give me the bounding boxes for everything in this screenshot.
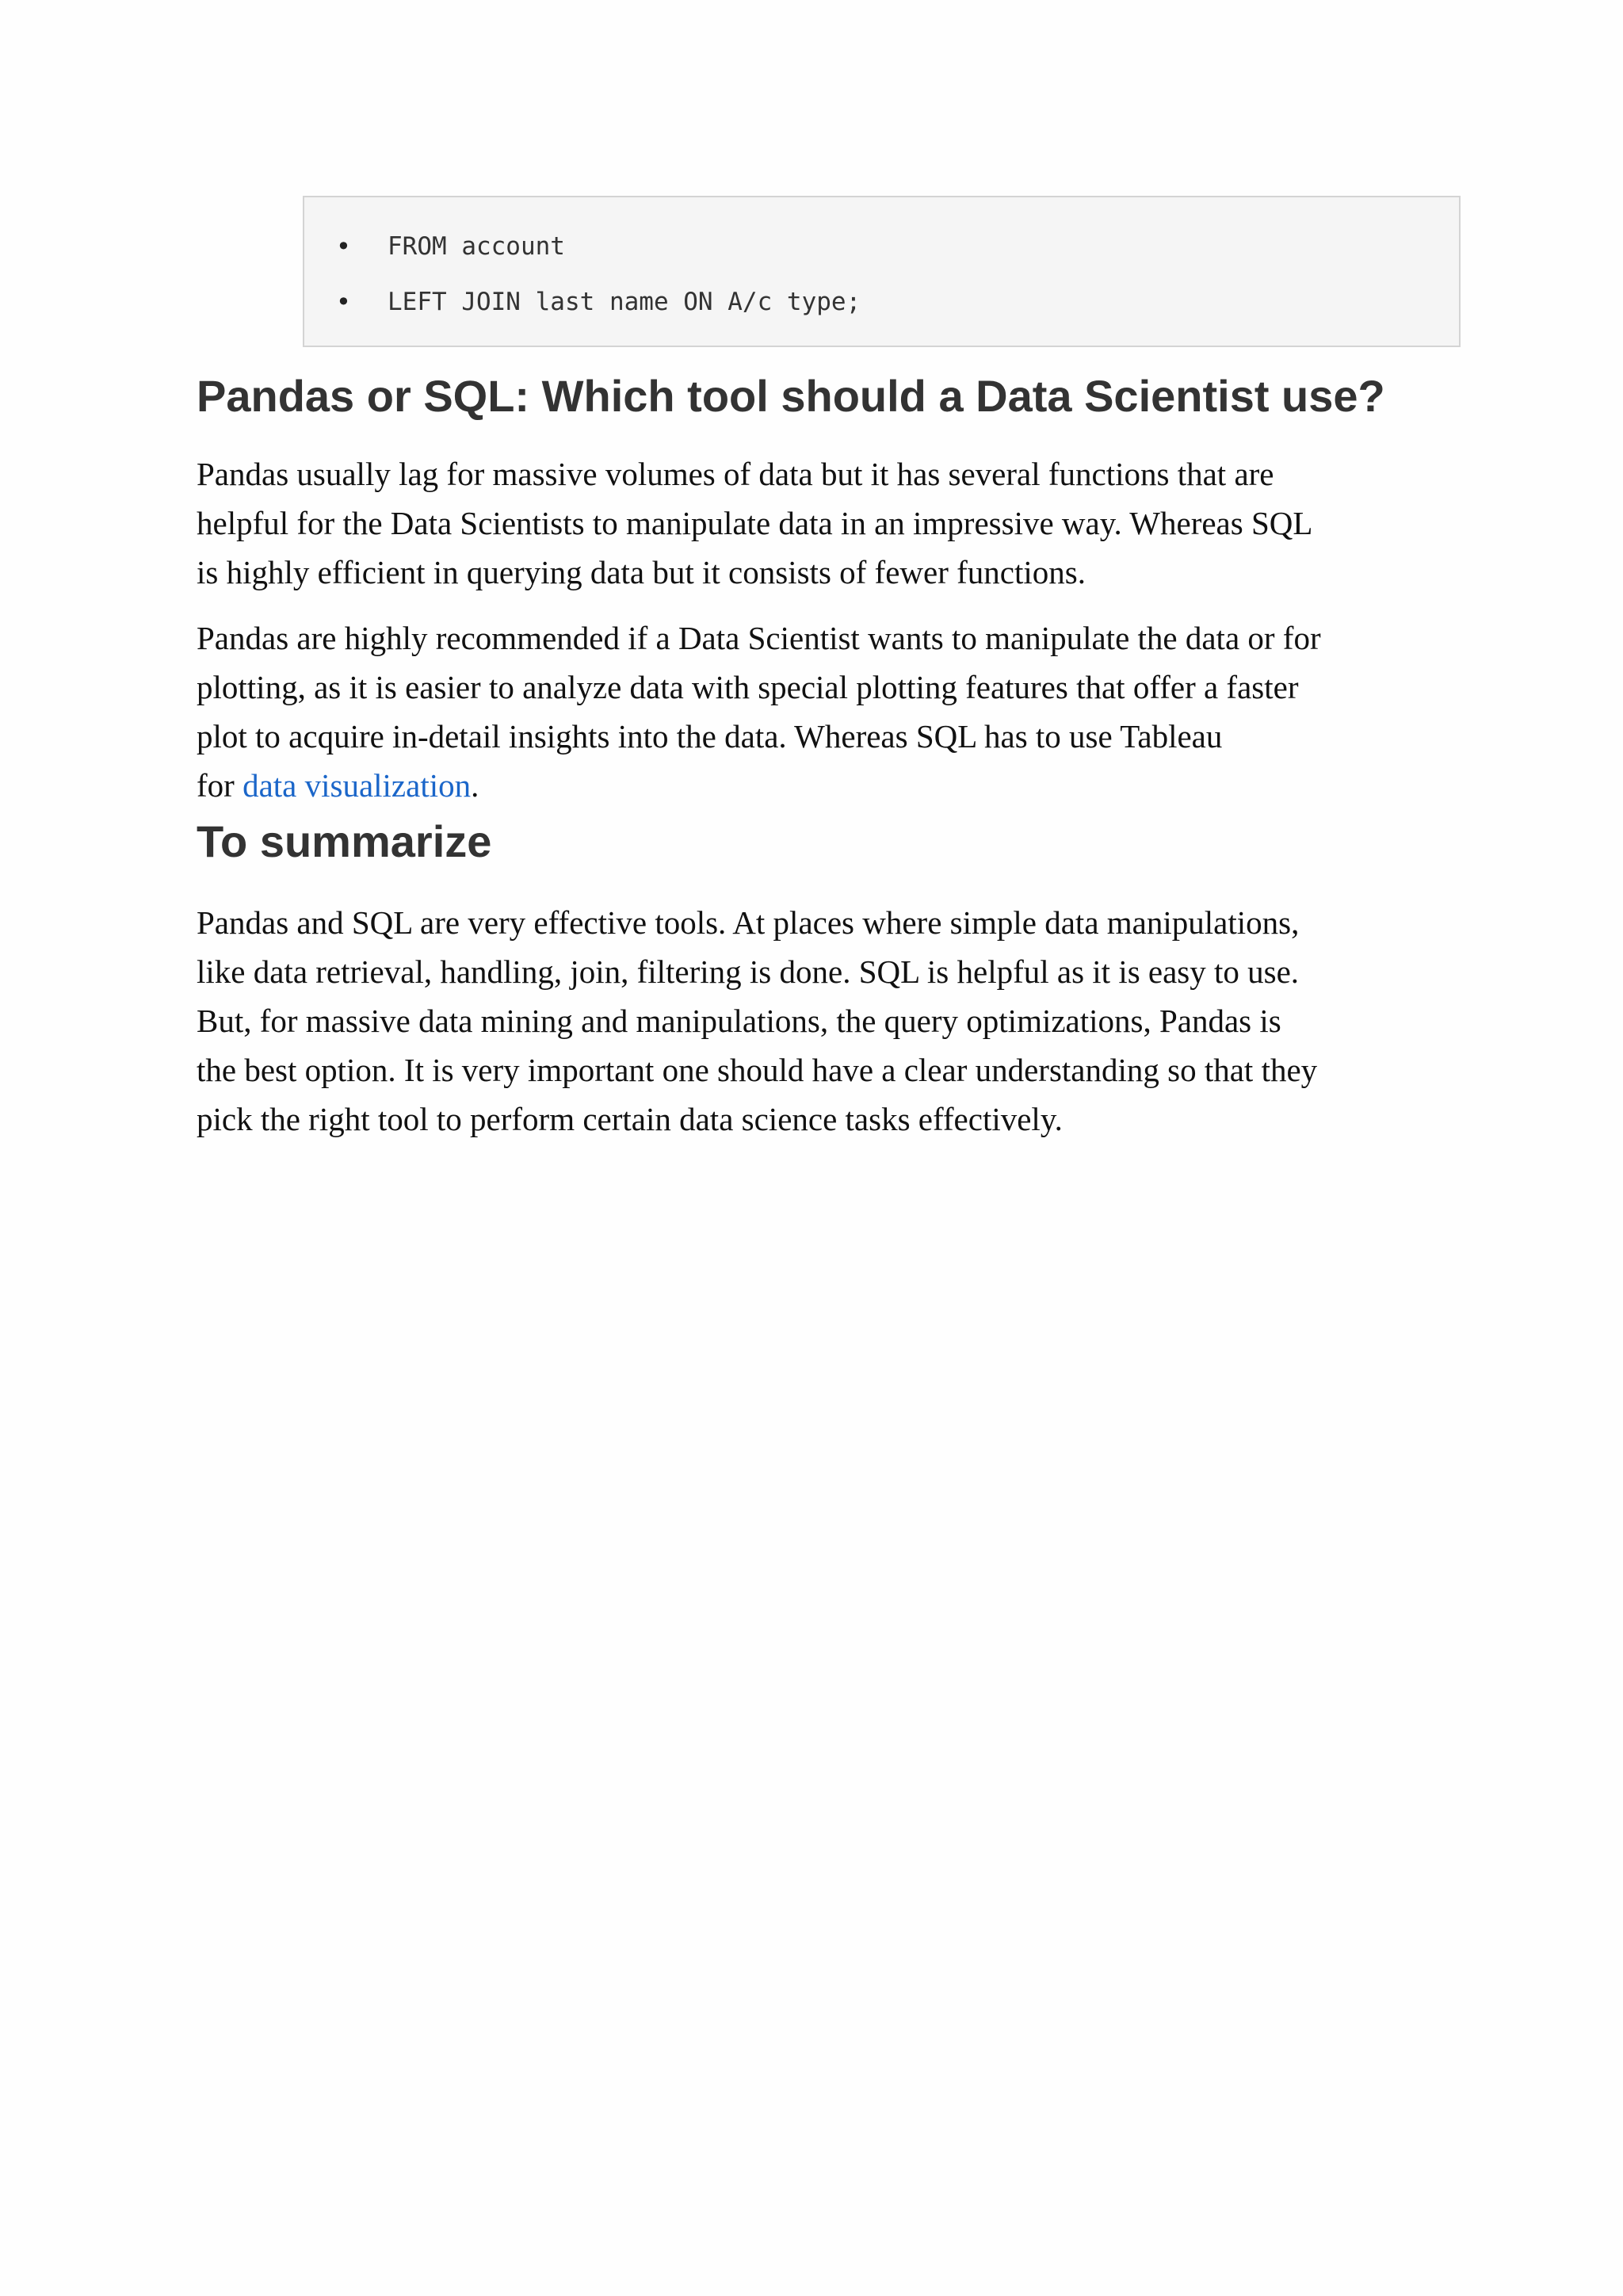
- paragraph-line: Pandas and SQL are very effective tools. At places where simple data manipulations,: [197, 904, 1300, 941]
- code-line: [304, 286, 1459, 318]
- paragraph-summary: [197, 898, 1449, 1144]
- paragraph-line: is highly efficient in querying data but it consists of fewer functions.: [197, 554, 1086, 590]
- section-heading-pandas-or-sql: Pandas or SQL: Which tool should a Data Scientist use?: [197, 371, 1385, 421]
- paragraph-line: plot to acquire in-detail insights into the data. Whereas SQL has to use Tableau: [197, 718, 1223, 755]
- data-visualization-link[interactable]: data visualization: [242, 767, 472, 804]
- code-text: LEFT JOIN last name ON A/c type;: [388, 288, 861, 316]
- code-text: FROM account: [388, 232, 565, 261]
- paragraph-line: like data retrieval, handling, join, filtering is done. SQL is helpful as it is easy to use.: [197, 953, 1300, 990]
- paragraph-text: .: [471, 767, 479, 804]
- paragraph-line: pick the right tool to perform certain data science tasks effectively.: [197, 1101, 1063, 1137]
- paragraph-text: for: [197, 767, 243, 804]
- bullet-icon: •: [336, 287, 351, 317]
- paragraph-line: helpful for the Data Scientists to manipulate data in an impressive way. Whereas SQL: [197, 505, 1313, 541]
- code-block: [303, 196, 1461, 347]
- paragraph-pandas-recommended: [197, 613, 1449, 810]
- paragraph-line: But, for massive data mining and manipulations, the query optimizations, Pandas is: [197, 1003, 1281, 1039]
- paragraph-line: [197, 761, 1449, 810]
- section-heading-to-summarize: To summarize: [197, 816, 492, 866]
- paragraph-line: the best option. It is very important one should have a clear understanding so that they: [197, 1052, 1318, 1088]
- paragraph-line: Pandas are highly recommended if a Data Scientist wants to manipulate the data or for: [197, 620, 1321, 656]
- bullet-icon: •: [336, 231, 351, 262]
- code-line: [304, 231, 1459, 262]
- paragraph-line: plotting, as it is easier to analyze data with special plotting features that offer a faster: [197, 669, 1299, 705]
- paragraph-pandas-lag: [197, 449, 1449, 597]
- paragraph-line: Pandas usually lag for massive volumes of data but it has several functions that are: [197, 456, 1274, 492]
